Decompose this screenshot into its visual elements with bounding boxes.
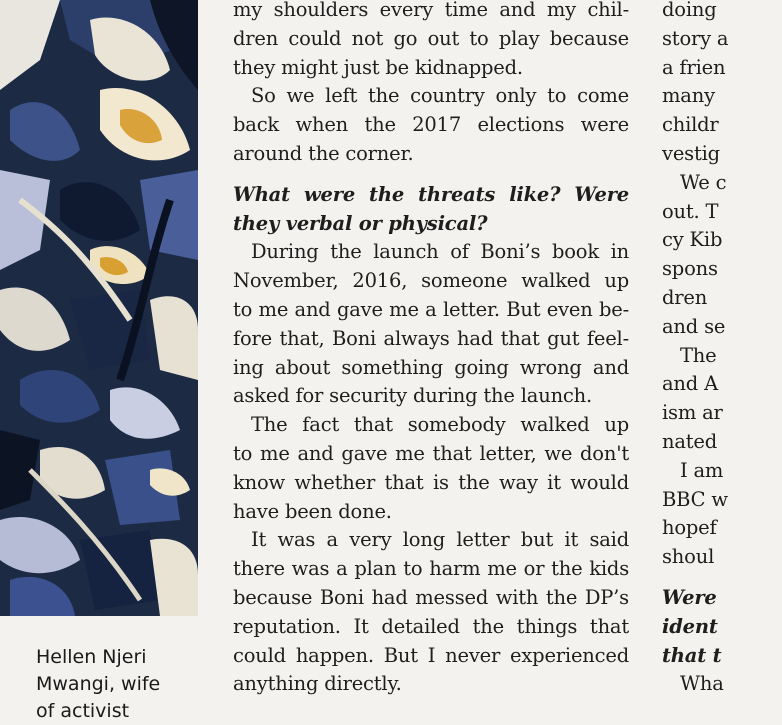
paragraph-start-line: We c — [680, 170, 727, 194]
paragraph-start-line: During the launch of Boni’s book in — [251, 240, 629, 264]
paragraph-start-line: Wha — [680, 672, 724, 696]
text-line: cy Kib — [662, 228, 723, 252]
text-line: asked for security during the launch. — [233, 384, 593, 408]
paragraph-start-line: The — [680, 343, 717, 367]
text-line: and A — [662, 372, 718, 396]
text-line: because Boni had messed with the DP’s — [233, 585, 629, 609]
text-line: childr — [662, 113, 719, 137]
text-line: hopef — [662, 516, 717, 540]
article-main-column — [233, 0, 629, 699]
text-line: BBC w — [662, 487, 728, 511]
text-line: November, 2016, someone walked up — [233, 269, 629, 293]
text-line: know whether that is the way it would — [233, 470, 629, 494]
text-line: dren could not go out to play because — [233, 26, 629, 50]
text-line: back when the 2017 elections were — [233, 113, 629, 137]
paragraph-gap — [233, 169, 629, 181]
text-line: fore that, Boni always had that gut feel- — [233, 326, 629, 350]
text-line: they might just be kidnapped. — [233, 55, 523, 79]
question-heading-line: ident — [662, 614, 718, 638]
photo-caption: Hellen Njeri Mwangi, wife of activist — [36, 646, 161, 722]
paragraph-start-line: The fact that somebody walked up — [251, 413, 629, 437]
text-line: around the corner. — [233, 141, 414, 165]
paragraph-start-line: I am — [680, 458, 724, 482]
text-line: doing — [662, 0, 717, 21]
text-line: nated — [662, 429, 718, 453]
text-line: to me and gave me that letter, we don't — [233, 441, 629, 465]
text-line: a frien — [662, 55, 726, 79]
text-line: many — [662, 84, 715, 108]
question-heading-line: What were the threats like? Were — [233, 182, 629, 206]
question-heading-line: that t — [662, 643, 722, 667]
article-photo — [0, 0, 198, 616]
text-line: spons — [662, 257, 718, 281]
text-line: anything directly. — [233, 672, 402, 696]
text-line: ism ar — [662, 401, 723, 425]
question-heading-line: Were — [662, 585, 717, 609]
text-line: ing about something going wrong and — [233, 355, 629, 379]
text-line: dren — [662, 285, 708, 309]
text-line: shoul — [662, 545, 715, 569]
text-line: to me and gave me a letter. But even be- — [233, 297, 629, 321]
article-right-column — [662, 0, 782, 699]
question-heading-line: they verbal or physical? — [233, 211, 488, 235]
text-line: there was a plan to harm me or the kids — [233, 557, 629, 581]
text-line: and se — [662, 314, 726, 338]
text-line: my shoulders every time and my chil- — [233, 0, 629, 21]
paragraph-start-line: So we left the country only to come — [251, 84, 629, 108]
text-line: have been done. — [233, 499, 392, 523]
paragraph-gap — [662, 572, 782, 584]
paragraph-start-line: It was a very long letter but it said — [251, 528, 629, 552]
text-line: could happen. But I never experienced — [233, 643, 629, 667]
text-line: reputation. It detailed the things that — [233, 614, 629, 638]
text-line: out. T — [662, 199, 719, 223]
text-line: story a — [662, 26, 729, 50]
text-line: vestig — [662, 141, 720, 165]
